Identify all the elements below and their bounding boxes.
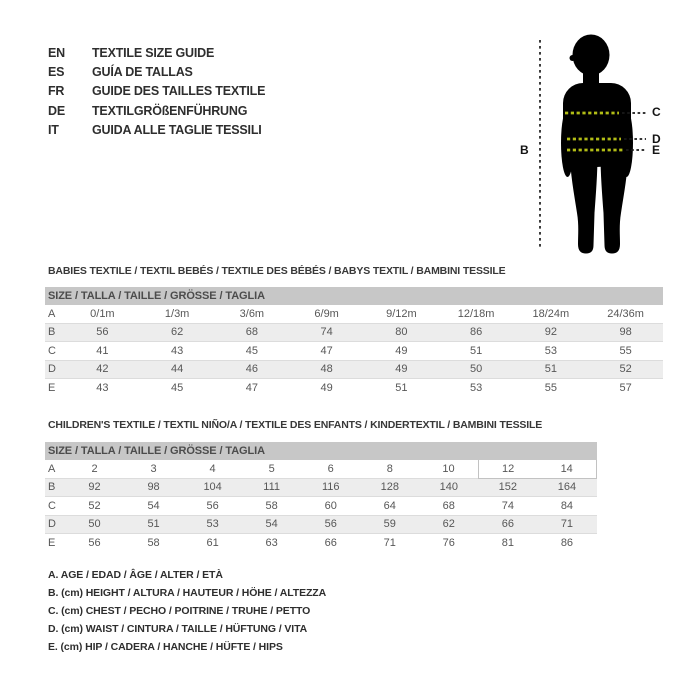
children-row-chest [45,497,597,516]
size-cell: 42 [65,360,140,379]
size-cell: 6 [327,462,334,475]
language-code: FR [48,84,65,99]
size-cell: 54 [124,497,183,516]
size-cell: 56 [301,515,360,534]
size-cell: 51 [364,379,439,397]
size-cell: 71 [537,515,596,534]
size-cell: 43 [65,379,140,397]
language-row-de [48,102,265,121]
size-cell: 74 [289,323,364,342]
size-cell: 4 [209,462,216,475]
size-cell: 84 [537,497,596,516]
language-row-en [48,44,265,63]
size-cell: 86 [537,534,596,552]
size-cell: 52 [588,360,663,379]
size-cell: 47 [289,342,364,361]
size-cell: 50 [439,360,514,379]
size-cell: 51 [514,360,589,379]
children-row-waist [45,515,597,534]
size-cell: 104 [183,478,242,497]
size-cell: 56 [183,497,242,516]
size-cell: 49 [289,379,364,397]
row-label: C [45,342,65,361]
size-cell: 58 [124,534,183,552]
size-cell: 55 [588,342,663,361]
size-cell: 8 [386,462,393,475]
row-label: B [45,478,65,497]
babies-row-waist [45,360,663,379]
size-cell: 0/1m [90,307,115,320]
row-label: B [45,323,65,342]
waist-label: D [652,132,661,146]
babies-row-height [45,323,663,342]
language-row-es [48,63,265,82]
size-cell: 60 [301,497,360,516]
language-code: IT [48,122,59,137]
children-row-age [45,460,597,478]
size-cell-highlighted: 12 [478,460,537,478]
row-label: E [45,534,65,552]
size-cell: 128 [360,478,419,497]
size-cell: 74 [478,497,537,516]
size-cell: 62 [140,323,215,342]
chest-label: C [652,105,661,119]
size-cell: 49 [364,342,439,361]
size-cell: 18/24m [532,307,570,320]
language-title: TEXTILGRÖßENFÜHRUNG [92,103,248,118]
size-cell: 2 [91,462,98,475]
size-cell: 98 [124,478,183,497]
size-cell: 50 [65,515,124,534]
row-label: C [45,497,65,516]
size-cell: 63 [242,534,301,552]
children-table-size-header: SIZE / TALLA / TAILLE / GRÖSSE / TAGLIA [45,442,597,460]
row-label: D [45,360,65,379]
size-cell: 43 [140,342,215,361]
size-cell: 71 [360,534,419,552]
babies-size-table [45,305,663,397]
row-label: E [45,379,65,397]
size-cell: 58 [242,497,301,516]
size-cell: 52 [65,497,124,516]
language-code: DE [48,103,65,118]
size-cell: 47 [215,379,290,397]
height-label: B [520,143,529,157]
babies-table-size-header: SIZE / TALLA / TAILLE / GRÖSSE / TAGLIA [45,287,663,305]
language-row-fr [48,82,265,101]
size-cell: 51 [124,515,183,534]
size-cell: 41 [65,342,140,361]
children-section-title: CHILDREN'S TEXTILE / TEXTIL NIÑO/A / TEXTILE DES ENFANTS / KINDERTEXTIL / BAMBINI TESSILE [48,419,543,431]
size-cell: 116 [301,478,360,497]
size-cell: 44 [140,360,215,379]
hip-label: E [652,143,661,157]
babies-row-chest [45,342,663,361]
size-cell: 68 [419,497,478,516]
size-cell: 24/36m [607,307,644,320]
size-cell: 10 [442,462,455,475]
size-cell: 3 [150,462,157,475]
babies-row-age [45,305,663,323]
size-cell: 59 [360,515,419,534]
legend-item-chest: C. (cm) CHEST / PECHO / POITRINE / TRUHE / PETTO [48,605,311,618]
size-cell: 49 [364,360,439,379]
size-cell: 80 [364,323,439,342]
language-title: TEXTILE SIZE GUIDE [92,46,215,60]
size-cell: 1/3m [164,307,190,320]
size-cell: 152 [478,478,537,497]
babies-row-hip [45,379,663,397]
size-cell: 53 [439,379,514,397]
legend-item-waist: D. (cm) WAIST / CINTURA / TAILLE / HÜFTUNG / VITA [48,623,308,636]
size-cell-highlighted: 14 [537,460,596,478]
size-cell: 54 [242,515,301,534]
children-row-hip [45,534,597,552]
size-cell: 53 [514,342,589,361]
size-cell: 92 [65,478,124,497]
row-label: A [48,462,56,475]
children-size-table [45,460,597,552]
size-cell: 56 [65,323,140,342]
size-cell: 51 [439,342,514,361]
size-cell: 45 [140,379,215,397]
size-cell: 62 [419,515,478,534]
size-cell: 6/9m [314,307,339,320]
children-row-height [45,478,597,497]
size-cell: 5 [268,462,275,475]
size-cell: 81 [478,534,537,552]
size-cell: 55 [514,379,589,397]
size-cell: 9/12m [386,307,417,320]
size-cell: 86 [439,323,514,342]
size-cell: 68 [215,323,290,342]
row-label: A [48,307,56,320]
size-cell: 164 [537,478,596,497]
size-cell: 98 [588,323,663,342]
language-row-it [48,121,265,140]
language-title-list [48,44,265,140]
language-title: GUIDE DES TAILLES TEXTILE [92,84,266,99]
size-cell: 12/18m [457,307,495,320]
size-cell: 66 [478,515,537,534]
size-cell: 45 [215,342,290,361]
child-silhouette [561,35,633,254]
legend-item-hip: E. (cm) HIP / CADERA / HANCHE / HÜFTE / HIPS [48,641,283,654]
size-cell: 92 [514,323,589,342]
language-code: ES [48,65,65,80]
legend-item-age: A. AGE / EDAD / ÂGE / ALTER / ETÀ [48,569,223,581]
row-label: D [45,515,65,534]
size-cell: 76 [419,534,478,552]
size-cell: 111 [242,478,301,497]
size-cell: 57 [588,379,663,397]
language-code: EN [48,46,65,60]
size-cell: 46 [215,360,290,379]
measurement-legend [48,566,326,656]
size-cell: 56 [65,534,124,552]
size-cell: 66 [301,534,360,552]
size-cell: 53 [183,515,242,534]
babies-section-title: BABIES TEXTILE / TEXTIL BEBÉS / TEXTILE DES BÉBÉS / BABYS TEXTIL / BAMBINI TESSILE [48,265,506,277]
size-cell: 48 [289,360,364,379]
language-title: GUIDA ALLE TAGLIE TESSILI [92,122,262,137]
size-cell: 64 [360,497,419,516]
child-measurement-figure [505,25,680,260]
legend-item-height: B. (cm) HEIGHT / ALTURA / HAUTEUR / HÖHE / ALTEZZA [48,587,327,600]
size-cell: 3/6m [239,307,265,320]
language-title: GUÍA DE TALLAS [92,65,193,80]
size-cell: 140 [419,478,478,497]
size-cell: 61 [183,534,242,552]
